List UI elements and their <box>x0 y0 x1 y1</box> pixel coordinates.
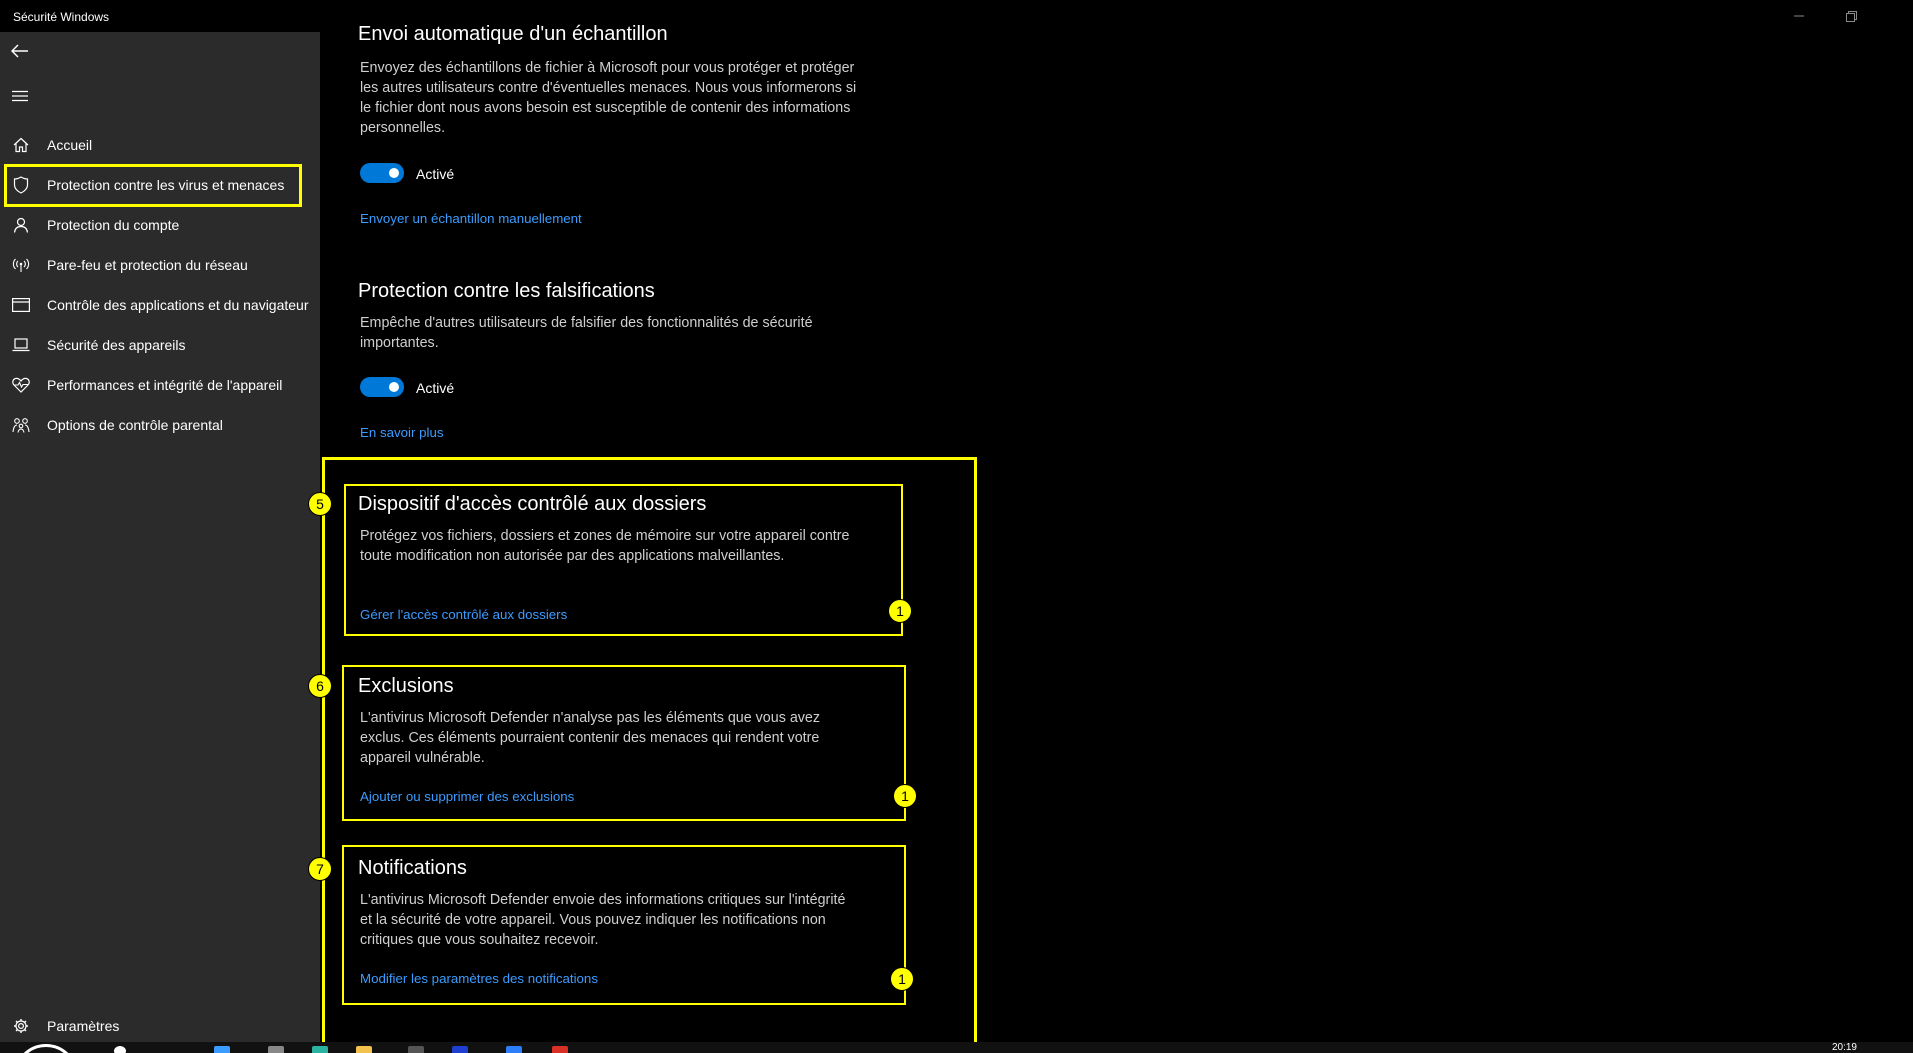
taskbar-app-icon[interactable] <box>452 1046 468 1053</box>
restore-icon <box>1846 11 1857 22</box>
start-button[interactable] <box>14 1044 78 1053</box>
menu-button[interactable] <box>8 84 32 108</box>
toggle-knob <box>389 382 399 392</box>
sidebar-item-label: Performances et intégrité de l'appareil <box>47 377 283 393</box>
folder-access-description: Protégez vos fichiers, dossiers et zones de mémoire sur votre appareil contre toute modification non autorisée par des applications malveillantes. <box>360 528 850 564</box>
minimize-icon <box>1794 11 1804 21</box>
sidebar-item-home[interactable] <box>0 125 320 165</box>
tamper-section-title: Protection contre les falsifications <box>358 280 655 302</box>
link-badge: 1 <box>888 599 912 623</box>
notification-settings-link[interactable]: Modifier les paramètres des notifications <box>360 971 598 986</box>
sidebar-item-label: Protection du compte <box>47 217 180 233</box>
sample-section-title: Envoi automatique d'un échantillon <box>358 23 668 45</box>
laptop-icon <box>11 335 31 355</box>
sidebar-item-parental[interactable] <box>0 405 320 445</box>
sidebar-item-label: Options de contrôle parental <box>47 417 223 433</box>
sidebar-item-settings[interactable] <box>0 1012 320 1042</box>
taskbar-app-icon[interactable] <box>312 1046 328 1053</box>
sample-toggle[interactable] <box>360 163 404 183</box>
tamper-toggle[interactable] <box>360 377 404 397</box>
restore-button[interactable] <box>1828 0 1874 32</box>
taskbar-app-icon[interactable] <box>268 1046 284 1053</box>
back-button[interactable] <box>8 39 32 63</box>
settings-label: Paramètres <box>47 1018 120 1034</box>
selected-item-highlight <box>4 164 302 207</box>
manage-folder-access-link[interactable]: Gérer l'accès contrôlé aux dossiers <box>360 607 568 622</box>
gear-icon <box>11 1016 31 1036</box>
sidebar-item-firewall[interactable] <box>0 245 320 285</box>
notifications-description: L'antivirus Microsoft Defender envoie des informations critiques sur l'intégrité et la sécurité de votre appareil. Vous pouvez indiquer les notifications non critiques que vous souhaitez recevoir. <box>360 892 846 948</box>
send-sample-link[interactable]: Envoyer un échantillon manuellement <box>360 211 582 226</box>
taskbar-app-icon[interactable] <box>506 1046 522 1053</box>
notifications-title: Notifications <box>358 857 467 879</box>
step-badge: 7 <box>308 857 332 881</box>
toggle-knob <box>389 168 399 178</box>
tamper-description: Empêche d'autres utilisateurs de falsifier des fonctionnalités de sécurité importantes. <box>360 315 813 351</box>
exclusions-title: Exclusions <box>358 675 454 697</box>
sidebar-item-performance[interactable] <box>0 365 320 405</box>
taskbar-app-icon[interactable] <box>214 1046 230 1053</box>
search-icon[interactable] <box>114 1046 126 1053</box>
add-remove-exclusions-link[interactable]: Ajouter ou supprimer des exclusions <box>360 789 575 804</box>
link-badge: 1 <box>893 784 917 808</box>
folder-access-title: Dispositif d'accès contrôlé aux dossiers <box>358 493 707 515</box>
wireless-icon <box>11 255 31 275</box>
sidebar-item-label: Protection contre les virus et menaces <box>47 177 285 193</box>
family-icon <box>11 415 31 435</box>
home-icon <box>11 135 31 155</box>
browser-window-icon <box>11 295 31 315</box>
window-title: Sécurité Windows <box>13 10 110 24</box>
hamburger-icon <box>12 90 28 102</box>
person-icon <box>11 215 31 235</box>
taskbar-app-icon[interactable] <box>408 1046 424 1053</box>
step-badge: 5 <box>308 492 332 516</box>
sidebar-item-label: Pare-feu et protection du réseau <box>47 257 248 273</box>
title-bar <box>0 0 1913 32</box>
step-badge: 6 <box>308 674 332 698</box>
tamper-toggle-label: Activé <box>416 380 455 396</box>
annotation-exclusions-box <box>342 665 906 821</box>
sidebar-item-label: Sécurité des appareils <box>47 337 186 353</box>
heart-pulse-icon <box>11 375 31 395</box>
sidebar-item-label: Contrôle des applications et du navigateur <box>47 297 309 313</box>
sample-toggle-label: Activé <box>416 166 455 182</box>
sidebar-item-account[interactable] <box>0 205 320 245</box>
sidebar-item-device-security[interactable] <box>0 325 320 365</box>
exclusions-description: L'antivirus Microsoft Defender n'analyse pas les éléments que vous avez exclus. Ces éléments pourraient contenir des menaces qui rendent votre appareil vulnérable. <box>360 710 821 766</box>
sidebar-item-label: Accueil <box>47 137 93 153</box>
taskbar-app-icon[interactable] <box>356 1046 372 1053</box>
taskbar-clock[interactable]: 20:19 <box>1831 1042 1857 1053</box>
sample-description: Envoyez des échantillons de fichier à Microsoft pour vous protéger et protéger les autres utilisateurs contre d'éventuelles menaces. Nous vous informerons si le fichier dont nous avons besoin est susceptible de contenir des informations personnelles. <box>360 60 857 136</box>
link-badge: 1 <box>890 967 914 991</box>
taskbar-app-icon[interactable] <box>552 1046 568 1053</box>
taskbar <box>0 1042 1913 1053</box>
sidebar-item-app-browser[interactable] <box>0 285 320 325</box>
learn-more-link[interactable]: En savoir plus <box>360 425 444 440</box>
annotation-notifications-box <box>342 845 906 1005</box>
annotation-folder-access-box <box>344 484 903 636</box>
back-arrow-icon <box>11 44 29 58</box>
minimize-button[interactable] <box>1776 0 1822 32</box>
